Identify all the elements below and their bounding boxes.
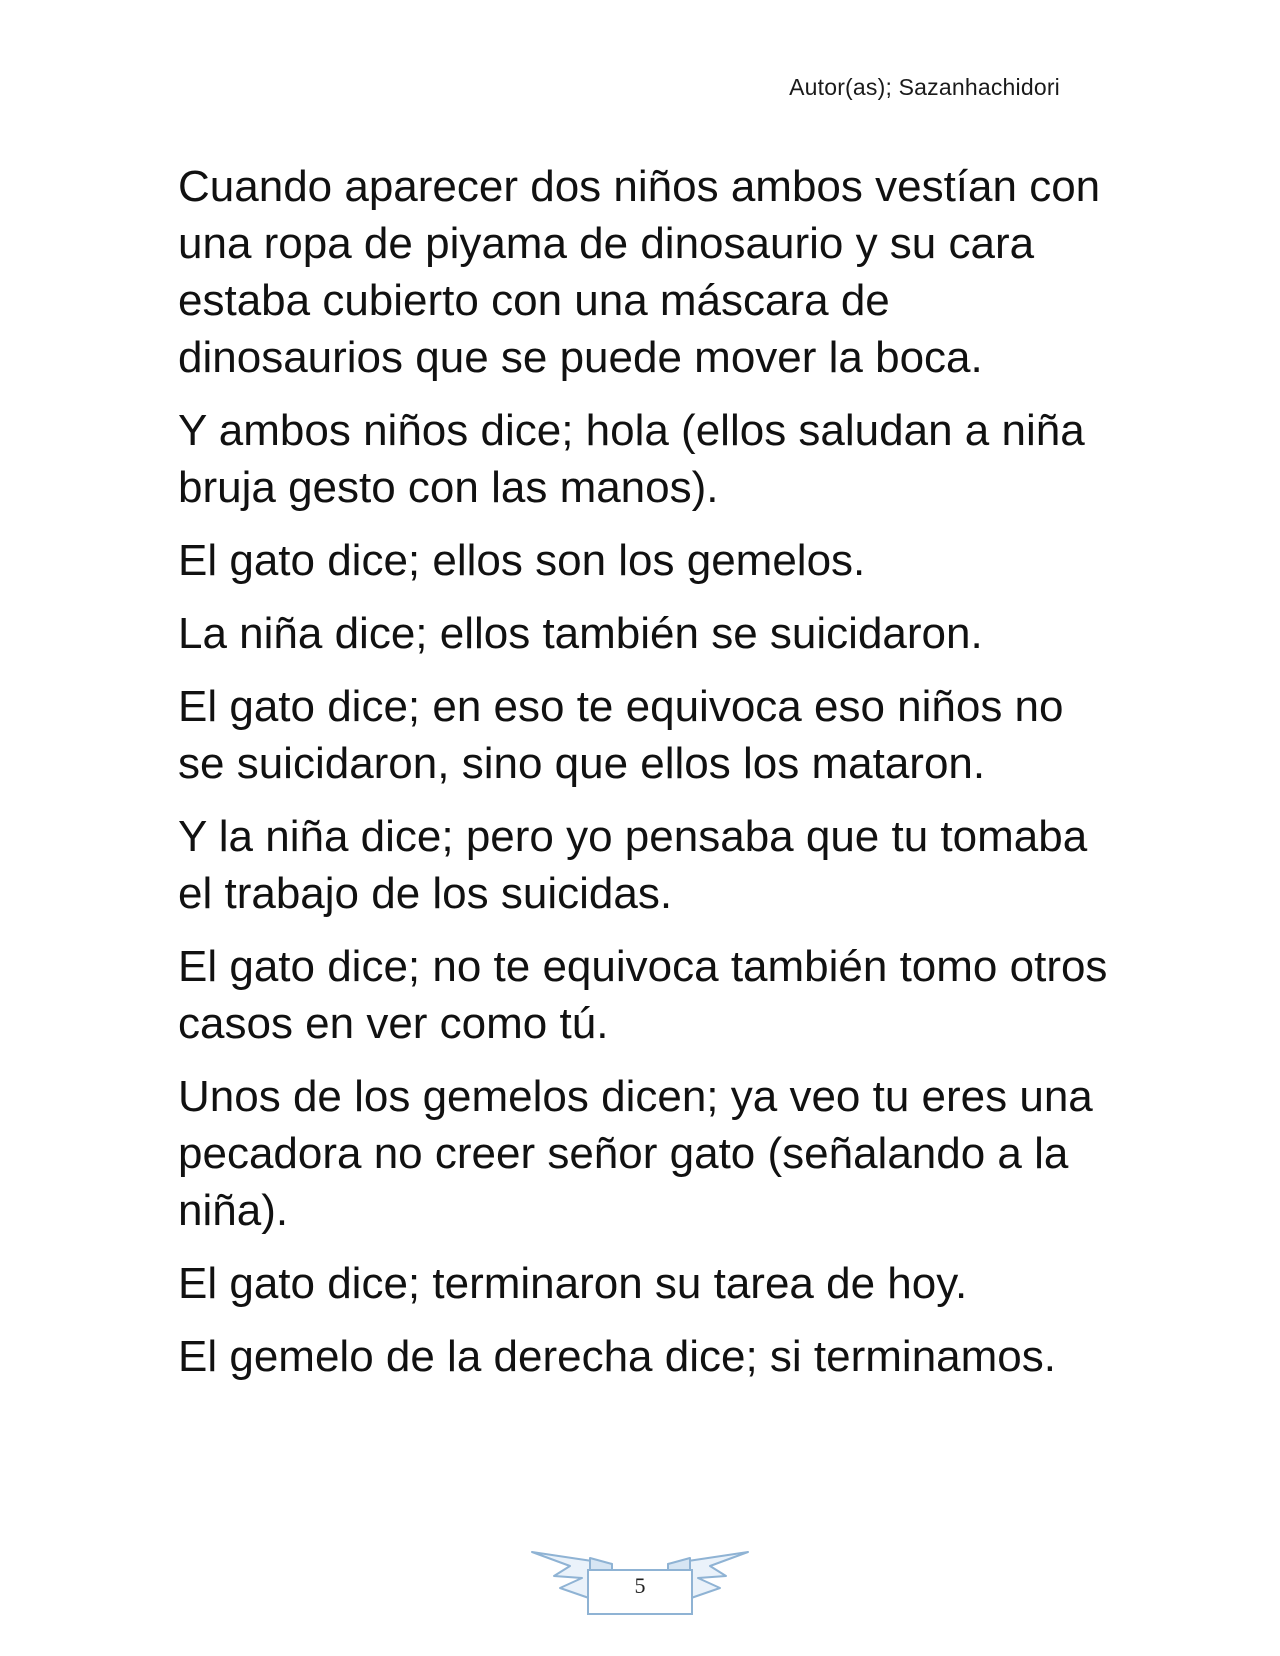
paragraph-1: Cuando aparecer dos niños ambos vestían con una ropa de piyama de dinosaurio y su cara estaba cubierto con una máscara de dinosaurios que se puede mover la boca. (178, 162, 1101, 382)
paragraph-4: La niña dice; ellos también se suicidaron. (178, 609, 983, 658)
paragraph-10: El gemelo de la derecha dice; si terminamos. (178, 1332, 1056, 1381)
paragraph-7: El gato dice; no te equivoca también tomo otros casos en ver como tú. (178, 942, 1108, 1048)
story-body (178, 158, 1118, 1401)
paragraph-2: Y ambos niños dice; hola (ellos saludan a niña bruja gesto con las manos). (178, 406, 1085, 512)
paragraph-3: El gato dice; ellos son los gemelos. (178, 536, 866, 585)
paragraph-5: El gato dice; en eso te equivoca eso niños no se suicidaron, sino que ellos los mataron. (178, 682, 1064, 788)
paragraph-9: El gato dice; terminaron su tarea de hoy. (178, 1259, 968, 1308)
author-header: Autor(as); Sazanhachidori (789, 74, 1060, 100)
page-number: 5 (634, 1573, 646, 1598)
paragraph-8: Unos de los gemelos dicen; ya veo tu eres una pecadora no creer señor gato (señalando a la niña). (178, 1072, 1093, 1235)
paragraph-6: Y la niña dice; pero yo pensaba que tu tomaba el trabajo de los suicidas. (178, 812, 1088, 918)
